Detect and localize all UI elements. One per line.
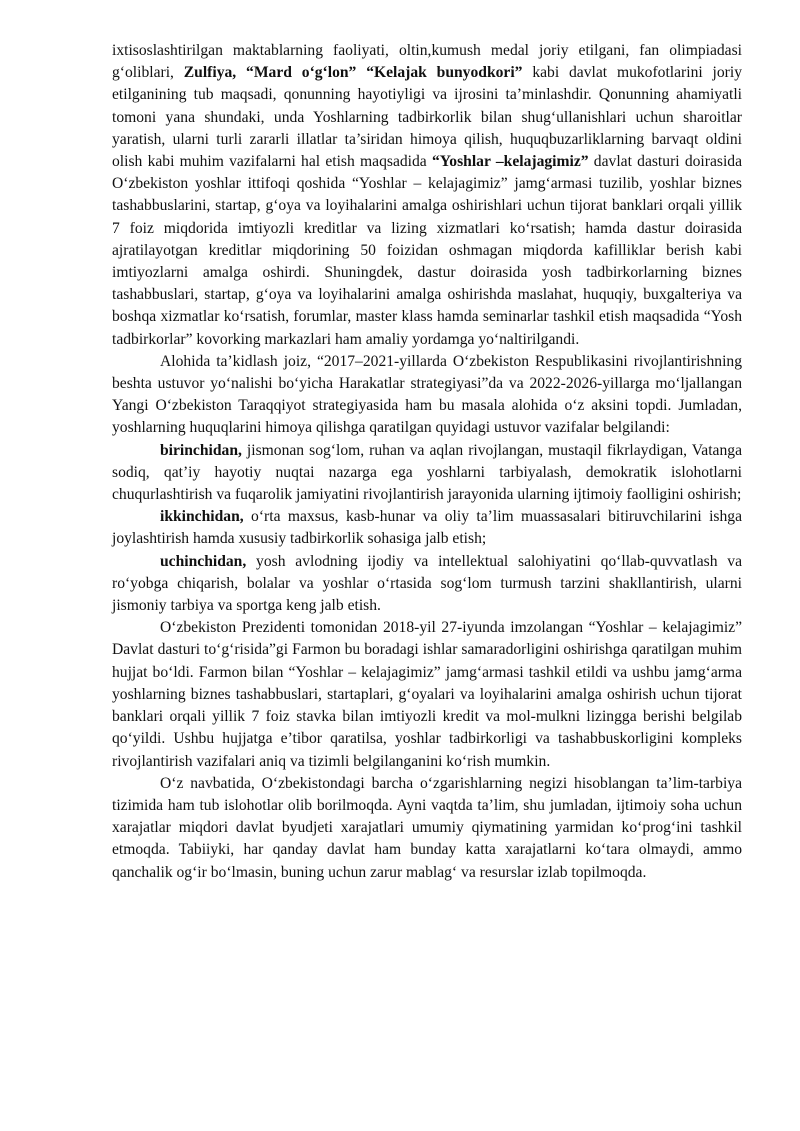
paragraph-text: kabi davlat mukofotlarini joriy etilganining tub maqsadi, qonunning hayotiyligi va ijrosini ta’minlashdir. Qonunning ahamiyatli tomoni yana shundaki, unda Yoshlarning tadbirkorlik bilan shug‘ullanishlari uchun sharoitlar yaratish, ularni turli zararli illatlar ta’siridan himoya qilish, huquqbuzarliklarning barvaqt oldini olish kabi muhim vazifalarni hal etish maqsadida — [112, 64, 742, 171]
paragraph-7 — [112, 773, 742, 884]
paragraph-text: ixtisoslashtirilgan maktablarning faoliyati, oltin,kumush medal joriy etilgani, fan olimpiadasi g‘oliblari, — [112, 42, 742, 82]
paragraph-4 — [112, 506, 742, 550]
paragraph-text: davlat dasturi doirasida O‘zbekiston yoshlar ittifoqi qoshida “Yoshlar – kelajagimiz” jamg‘armasi tuzilib, yoshlar biznes tashabbuslarini, startap, g‘oya va loyihalarini amalga oshirishlari uchun tijorat banklari orqali yillik 7 foiz miqdorida imtiyozli kreditlar va lizing xizmatlari ko‘rsatish; hamda dastur doirasida ajratilayotgan kreditlar miqdorining 50 foizidan oshmagan miqdorda kafilliklar berish kabi imtiyozlarni amalga oshirdi. Shuningdek, dastur doirasida yosh tadbirkorlarning biznes tashabbuslari, startap, g‘oya va loyihalarini amalga oshirishda maslahat, huquqiy, buxgalteriya va boshqa xizmatlar ko‘rsatish, forumlar, master klass hamda seminarlar tashkil etish maqsadida “Yosh tadbirkorlar” kovorking markazlari ham amaliy yordamga yo‘naltirilgandi. — [112, 153, 743, 348]
list-marker-third: uchinchidan, — [160, 552, 247, 570]
program-name-bold: “Yoshlar –kelajagimiz” — [431, 153, 589, 171]
paragraph-5 — [112, 551, 742, 618]
document-page — [112, 40, 742, 884]
award-names-bold: Zulfiya, “Mard o‘g‘lon” “Kelajak bunyodkori” — [183, 64, 523, 82]
paragraph-1 — [112, 40, 742, 351]
paragraph-2 — [112, 351, 742, 440]
paragraph-text: O‘z navbatida, O‘zbekistondagi barcha o‘zgarishlarning negizi hisoblangan ta’lim-tarbiya tizimida ham tub islohotlar olib borilmoqda. Ayni vaqtda ta’lim, shu jumladan, ijtimoiy soha uchun xarajatlar miqdori davlat byudjeti xarajatlari umumiy qiymatining yarmidan ko‘prog‘ini tashkil etmoqda. Tabiiyki, har qanday davlat ham bunday katta xarajatlarni ko‘tara olmaydi, ammo qanchalik og‘ir bo‘lmasin, buning uchun zarur mablag‘ va resurslar izlab topilmoqda. — [112, 774, 742, 881]
paragraph-text: yosh avlodning ijodiy va intellektual salohiyatini qo‘llab-quvvatlash va ro‘yobga chiqarish, bolalar va yoshlar o‘rtasida sog‘lom turmush tarzini shakllantirish, ularni jismoniy tarbiya va sportga keng jalb etish. — [112, 552, 742, 615]
list-marker-second: ikkinchidan, — [160, 508, 244, 526]
paragraph-text: O‘zbekiston Prezidenti tomonidan 2018-yil 27-iyunda imzolangan “Yoshlar – kelajagimiz” Davlat dasturi to‘g‘risida”gi Farmon bu boradagi ishlar samaradorligini oshirishga qaratilgan muhim hujjat bo‘ldi. Farmon bilan “Yoshlar – kelajagimiz” jamg‘armasi tashkil etildi va ushbu jamg‘arma yoshlarning biznes tashabbuslari, startaplari, g‘oyalari va loyihalarini amalga oshirish uchun tijorat banklari orqali yillik 7 foiz stavka bilan imtiyozli kredit va mol-mulkni lizingga berishi belgilab qo‘yildi. Ushbu hujjatga e’tibor qaratilsa, yoshlar tadbirkorligi va tashabbuskorligini kompleks rivojlantirish vazifalari aniq va tizimli belgilanganini ko‘rish mumkin. — [112, 619, 742, 770]
paragraph-text: Alohida ta’kidlash joiz, “2017–2021-yillarda O‘zbekiston Respublikasini rivojlantirishning beshta ustuvor yo‘nalishi bo‘yicha Harakatlar strategiyasi”da va 2022-2026-yillarga mo‘ljallangan Yangi O‘zbekiston Taraqqiyot strategiyasida ham bu masala alohida o‘z aksini topdi. Jumladan, yoshlarning huquqlarini himoya qilishga qaratilgan quyidagi ustuvor vazifalar belgilandi: — [112, 352, 742, 437]
paragraph-6 — [112, 617, 742, 772]
paragraph-text: jismonan sog‘lom, ruhan va aqlan rivojlangan, mustaqil fikrlaydigan, Vatanga sodiq, qat’iy hayotiy nuqtai nazarga ega yoshlarni tarbiyalash, demokratik islohotlarni chuqurlashtirish va fuqarolik jamiyatini rivojlantirish jarayonida ularning ijtimoiy faolligini oshirish; — [112, 441, 742, 504]
paragraph-3 — [112, 440, 742, 507]
paragraph-text: o‘rta maxsus, kasb-hunar va oliy ta’lim muassasalari bitiruvchilarini ishga joylashtirish hamda xususiy tadbirkorlik sohasiga jalb etish; — [112, 508, 742, 548]
list-marker-first: birinchidan, — [160, 441, 242, 459]
